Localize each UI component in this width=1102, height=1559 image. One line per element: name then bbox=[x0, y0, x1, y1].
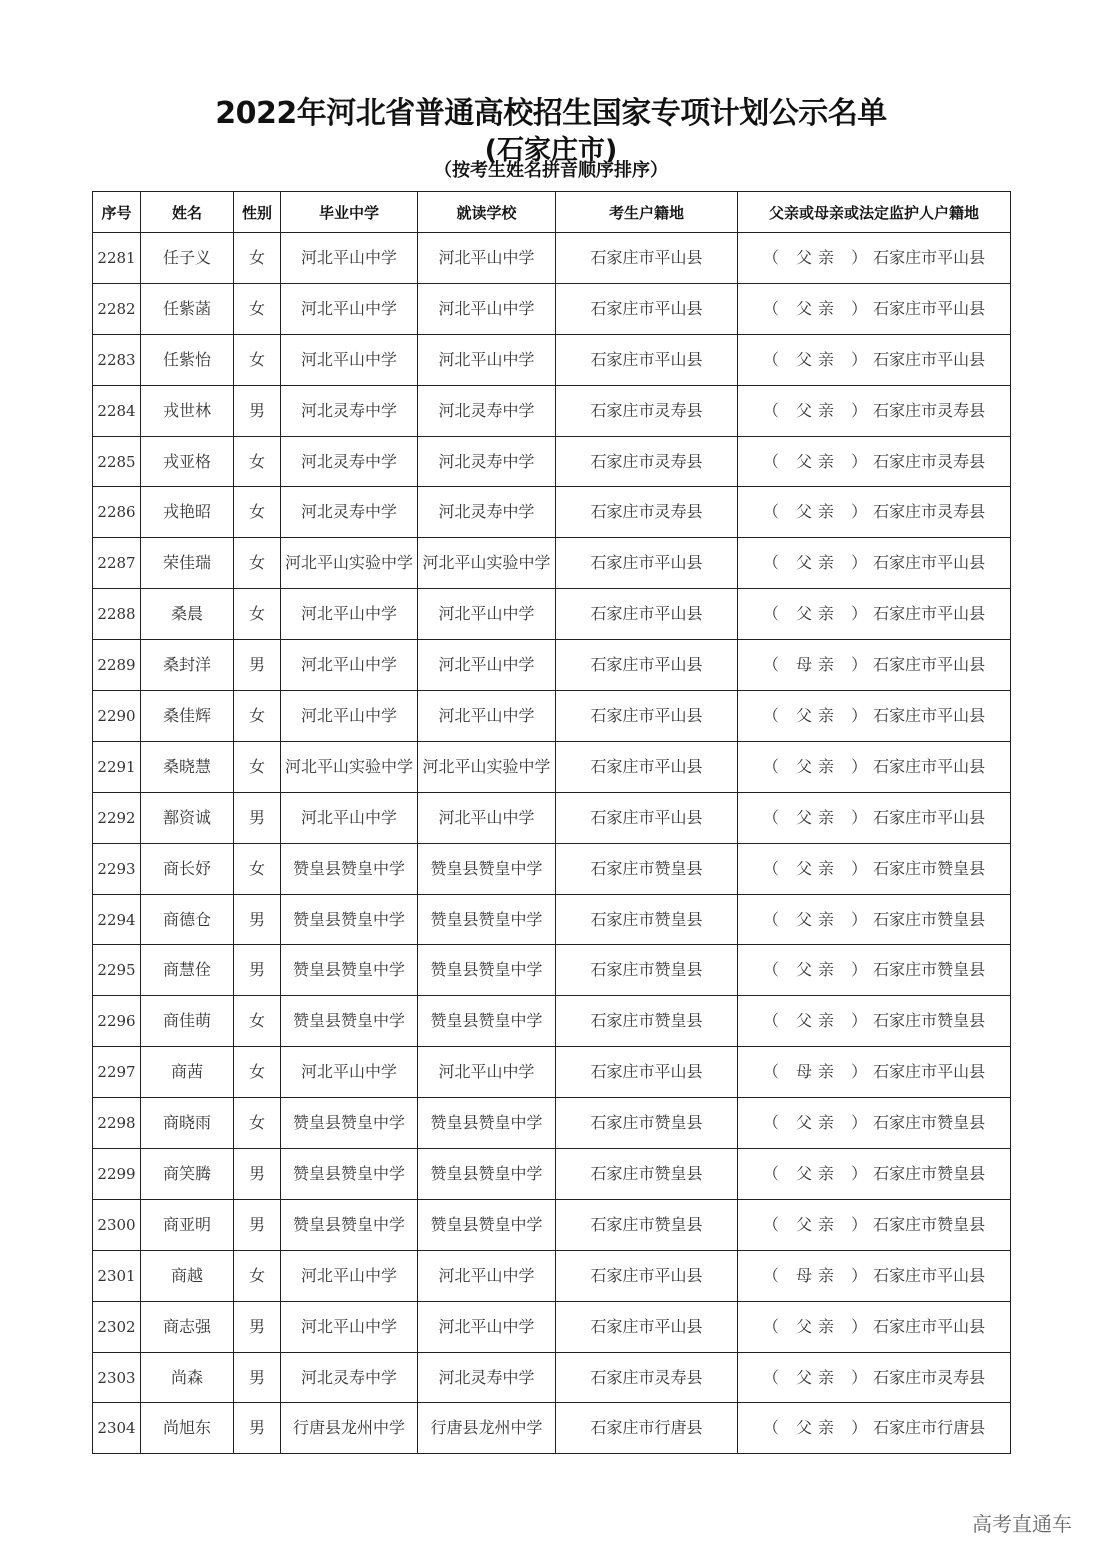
cell-current-school: 赞皇县赞皇中学 bbox=[418, 843, 556, 894]
cell-name: 鄯资诚 bbox=[141, 792, 234, 843]
cell-gender: 女 bbox=[234, 334, 281, 385]
cell-name: 荣佳瑞 bbox=[141, 538, 234, 589]
cell-guardian-registration bbox=[738, 334, 1011, 385]
cell-index: 2300 bbox=[93, 1199, 141, 1250]
guardian-relation: （ 父亲 ） bbox=[762, 756, 874, 776]
cell-current-school: 河北灵寿中学 bbox=[418, 385, 556, 436]
cell-gender: 男 bbox=[234, 945, 281, 996]
cell-household-registration: 石家庄市平山县 bbox=[556, 1047, 738, 1098]
cell-guardian-registration bbox=[738, 589, 1011, 640]
cell-current-school: 河北灵寿中学 bbox=[418, 436, 556, 487]
guardian-relation: （ 父亲 ） bbox=[762, 604, 874, 624]
table-row bbox=[93, 385, 1011, 436]
cell-name: 商笑腾 bbox=[141, 1149, 234, 1200]
table-row bbox=[93, 996, 1011, 1047]
cell-household-registration: 石家庄市平山县 bbox=[556, 741, 738, 792]
cell-household-registration: 石家庄市平山县 bbox=[556, 691, 738, 742]
guardian-relation: （ 父亲 ） bbox=[762, 705, 874, 725]
cell-name: 商德仓 bbox=[141, 894, 234, 945]
guardian-place: 石家庄市灵寿县 bbox=[873, 451, 986, 471]
table-row bbox=[93, 589, 1011, 640]
header-graduated-school: 毕业中学 bbox=[281, 192, 418, 233]
cell-household-registration: 石家庄市赞皇县 bbox=[556, 843, 738, 894]
cell-gender: 女 bbox=[234, 691, 281, 742]
cell-guardian-registration bbox=[738, 1352, 1011, 1403]
cell-current-school: 河北平山中学 bbox=[418, 691, 556, 742]
cell-graduated-school: 河北平山中学 bbox=[281, 1301, 418, 1352]
cell-gender: 女 bbox=[234, 233, 281, 284]
guardian-place: 石家庄市平山县 bbox=[873, 604, 986, 624]
guardian-place: 石家庄市平山县 bbox=[873, 1062, 986, 1082]
guardian-place: 石家庄市平山县 bbox=[873, 705, 986, 725]
cell-guardian-registration bbox=[738, 640, 1011, 691]
cell-name: 戎亚格 bbox=[141, 436, 234, 487]
cell-name: 任子义 bbox=[141, 233, 234, 284]
header-household-registration: 考生户籍地 bbox=[556, 192, 738, 233]
cell-guardian-registration bbox=[738, 1149, 1011, 1200]
guardian-relation: （ 父亲 ） bbox=[762, 349, 874, 369]
cell-gender: 女 bbox=[234, 283, 281, 334]
cell-guardian-registration bbox=[738, 1199, 1011, 1250]
cell-name: 商亚明 bbox=[141, 1199, 234, 1250]
table-row bbox=[93, 1352, 1011, 1403]
guardian-place: 石家庄市平山县 bbox=[873, 553, 986, 573]
cell-household-registration: 石家庄市赞皇县 bbox=[556, 1199, 738, 1250]
cell-current-school: 河北平山实验中学 bbox=[418, 741, 556, 792]
cell-graduated-school: 河北平山中学 bbox=[281, 1250, 418, 1301]
cell-name: 商越 bbox=[141, 1250, 234, 1301]
guardian-relation: （ 父亲 ） bbox=[762, 960, 874, 980]
header-gender: 性别 bbox=[234, 192, 281, 233]
cell-household-registration: 石家庄市行唐县 bbox=[556, 1403, 738, 1454]
cell-gender: 女 bbox=[234, 996, 281, 1047]
table-row bbox=[93, 640, 1011, 691]
table-row bbox=[93, 1149, 1011, 1200]
cell-current-school: 赞皇县赞皇中学 bbox=[418, 894, 556, 945]
cell-gender: 男 bbox=[234, 1403, 281, 1454]
cell-index: 2294 bbox=[93, 894, 141, 945]
cell-gender: 女 bbox=[234, 589, 281, 640]
cell-name: 商长妤 bbox=[141, 843, 234, 894]
table-row bbox=[93, 1301, 1011, 1352]
guardian-relation: （ 父亲 ） bbox=[762, 1214, 874, 1234]
cell-household-registration: 石家庄市平山县 bbox=[556, 589, 738, 640]
table-row bbox=[93, 233, 1011, 284]
cell-current-school: 赞皇县赞皇中学 bbox=[418, 1149, 556, 1200]
cell-graduated-school: 行唐县龙州中学 bbox=[281, 1403, 418, 1454]
cell-gender: 女 bbox=[234, 436, 281, 487]
cell-guardian-registration bbox=[738, 1301, 1011, 1352]
cell-household-registration: 石家庄市平山县 bbox=[556, 640, 738, 691]
cell-name: 桑佳辉 bbox=[141, 691, 234, 742]
guardian-place: 石家庄市灵寿县 bbox=[873, 1367, 986, 1387]
header-guardian-registration: 父亲或母亲或法定监护人户籍地 bbox=[738, 192, 1011, 233]
table-row bbox=[93, 843, 1011, 894]
cell-household-registration: 石家庄市赞皇县 bbox=[556, 945, 738, 996]
cell-current-school: 河北平山中学 bbox=[418, 334, 556, 385]
cell-gender: 女 bbox=[234, 741, 281, 792]
guardian-relation: （ 父亲 ） bbox=[762, 1113, 874, 1133]
guardian-relation: （ 父亲 ） bbox=[762, 858, 874, 878]
cell-index: 2285 bbox=[93, 436, 141, 487]
guardian-relation: （ 父亲 ） bbox=[762, 400, 874, 420]
table-row bbox=[93, 334, 1011, 385]
cell-index: 2301 bbox=[93, 1250, 141, 1301]
table-row bbox=[93, 283, 1011, 334]
cell-name: 商晓雨 bbox=[141, 1098, 234, 1149]
cell-gender: 男 bbox=[234, 894, 281, 945]
guardian-place: 石家庄市灵寿县 bbox=[873, 400, 986, 420]
cell-household-registration: 石家庄市灵寿县 bbox=[556, 436, 738, 487]
guardian-relation: （ 父亲 ） bbox=[762, 553, 874, 573]
cell-name: 桑封洋 bbox=[141, 640, 234, 691]
cell-guardian-registration bbox=[738, 894, 1011, 945]
roster-table bbox=[92, 191, 1011, 1454]
cell-gender: 女 bbox=[234, 538, 281, 589]
cell-guardian-registration bbox=[738, 945, 1011, 996]
watermark: 高考直通车 bbox=[972, 1512, 1072, 1536]
cell-name: 桑晓慧 bbox=[141, 741, 234, 792]
document-title: 2022年河北省普通高校招生国家专项计划公示名单 bbox=[215, 96, 887, 131]
cell-name: 尚森 bbox=[141, 1352, 234, 1403]
table-row bbox=[93, 1098, 1011, 1149]
cell-gender: 男 bbox=[234, 640, 281, 691]
cell-guardian-registration bbox=[738, 385, 1011, 436]
guardian-relation: （ 父亲 ） bbox=[762, 1316, 874, 1336]
cell-current-school: 赞皇县赞皇中学 bbox=[418, 945, 556, 996]
cell-graduated-school: 河北平山中学 bbox=[281, 691, 418, 742]
table-row bbox=[93, 1047, 1011, 1098]
cell-graduated-school: 河北平山中学 bbox=[281, 334, 418, 385]
document-subtitle: (石家庄市) bbox=[484, 135, 618, 166]
guardian-relation: （ 母亲 ） bbox=[762, 655, 874, 675]
cell-guardian-registration bbox=[738, 1098, 1011, 1149]
cell-graduated-school: 河北平山中学 bbox=[281, 283, 418, 334]
cell-current-school: 河北灵寿中学 bbox=[418, 487, 556, 538]
table-row bbox=[93, 487, 1011, 538]
cell-household-registration: 石家庄市平山县 bbox=[556, 1250, 738, 1301]
cell-gender: 女 bbox=[234, 1250, 281, 1301]
cell-current-school: 赞皇县赞皇中学 bbox=[418, 996, 556, 1047]
cell-graduated-school: 赞皇县赞皇中学 bbox=[281, 1149, 418, 1200]
cell-graduated-school: 河北平山中学 bbox=[281, 233, 418, 284]
cell-current-school: 河北平山中学 bbox=[418, 283, 556, 334]
cell-current-school: 河北平山中学 bbox=[418, 792, 556, 843]
guardian-place: 石家庄市赞皇县 bbox=[873, 960, 986, 980]
cell-gender: 男 bbox=[234, 1352, 281, 1403]
cell-index: 2304 bbox=[93, 1403, 141, 1454]
cell-index: 2292 bbox=[93, 792, 141, 843]
cell-guardian-registration bbox=[738, 843, 1011, 894]
cell-graduated-school: 河北灵寿中学 bbox=[281, 487, 418, 538]
guardian-relation: （ 父亲 ） bbox=[762, 1163, 874, 1183]
cell-guardian-registration bbox=[738, 283, 1011, 334]
cell-index: 2299 bbox=[93, 1149, 141, 1200]
cell-index: 2297 bbox=[93, 1047, 141, 1098]
cell-graduated-school: 赞皇县赞皇中学 bbox=[281, 945, 418, 996]
cell-gender: 男 bbox=[234, 792, 281, 843]
guardian-place: 石家庄市赞皇县 bbox=[873, 1214, 986, 1234]
guardian-relation: （ 父亲 ） bbox=[762, 909, 874, 929]
cell-graduated-school: 赞皇县赞皇中学 bbox=[281, 1098, 418, 1149]
cell-gender: 女 bbox=[234, 1047, 281, 1098]
cell-current-school: 赞皇县赞皇中学 bbox=[418, 1098, 556, 1149]
cell-index: 2295 bbox=[93, 945, 141, 996]
cell-graduated-school: 河北平山中学 bbox=[281, 589, 418, 640]
cell-name: 戎艳昭 bbox=[141, 487, 234, 538]
table-row bbox=[93, 1199, 1011, 1250]
cell-household-registration: 石家庄市赞皇县 bbox=[556, 894, 738, 945]
cell-name: 任紫怡 bbox=[141, 334, 234, 385]
cell-household-registration: 石家庄市赞皇县 bbox=[556, 1149, 738, 1200]
table-row bbox=[93, 741, 1011, 792]
guardian-place: 石家庄市行唐县 bbox=[873, 1418, 986, 1438]
cell-current-school: 河北灵寿中学 bbox=[418, 1352, 556, 1403]
cell-household-registration: 石家庄市平山县 bbox=[556, 283, 738, 334]
header-index: 序号 bbox=[93, 192, 141, 233]
guardian-place: 石家庄市平山县 bbox=[873, 807, 986, 827]
cell-graduated-school: 河北平山实验中学 bbox=[281, 538, 418, 589]
cell-gender: 女 bbox=[234, 1098, 281, 1149]
guardian-relation: （ 父亲 ） bbox=[762, 1367, 874, 1387]
cell-gender: 女 bbox=[234, 487, 281, 538]
cell-guardian-registration bbox=[738, 741, 1011, 792]
guardian-place: 石家庄市平山县 bbox=[873, 756, 986, 776]
guardian-place: 石家庄市赞皇县 bbox=[873, 1113, 986, 1133]
cell-current-school: 河北平山中学 bbox=[418, 233, 556, 284]
guardian-place: 石家庄市赞皇县 bbox=[873, 1011, 986, 1031]
cell-household-registration: 石家庄市灵寿县 bbox=[556, 487, 738, 538]
cell-graduated-school: 河北平山中学 bbox=[281, 640, 418, 691]
guardian-relation: （ 父亲 ） bbox=[762, 247, 874, 267]
cell-name: 任紫菡 bbox=[141, 283, 234, 334]
guardian-place: 石家庄市平山县 bbox=[873, 247, 986, 267]
cell-graduated-school: 赞皇县赞皇中学 bbox=[281, 1199, 418, 1250]
cell-guardian-registration bbox=[738, 233, 1011, 284]
cell-index: 2298 bbox=[93, 1098, 141, 1149]
cell-current-school: 河北平山中学 bbox=[418, 589, 556, 640]
table-row bbox=[93, 792, 1011, 843]
guardian-place: 石家庄市平山县 bbox=[873, 298, 986, 318]
cell-index: 2291 bbox=[93, 741, 141, 792]
cell-household-registration: 石家庄市灵寿县 bbox=[556, 385, 738, 436]
table-row bbox=[93, 1403, 1011, 1454]
cell-current-school: 河北平山中学 bbox=[418, 640, 556, 691]
cell-current-school: 河北平山中学 bbox=[418, 1301, 556, 1352]
cell-graduated-school: 河北平山中学 bbox=[281, 792, 418, 843]
cell-index: 2293 bbox=[93, 843, 141, 894]
cell-gender: 男 bbox=[234, 1301, 281, 1352]
cell-index: 2287 bbox=[93, 538, 141, 589]
cell-name: 商慧佺 bbox=[141, 945, 234, 996]
guardian-relation: （ 父亲 ） bbox=[762, 807, 874, 827]
cell-current-school: 行唐县龙州中学 bbox=[418, 1403, 556, 1454]
cell-name: 戎世林 bbox=[141, 385, 234, 436]
cell-index: 2281 bbox=[93, 233, 141, 284]
cell-guardian-registration bbox=[738, 1047, 1011, 1098]
guardian-place: 石家庄市平山县 bbox=[873, 1265, 986, 1285]
header-row bbox=[93, 192, 1011, 233]
cell-guardian-registration bbox=[738, 487, 1011, 538]
cell-household-registration: 石家庄市赞皇县 bbox=[556, 996, 738, 1047]
cell-name: 桑晨 bbox=[141, 589, 234, 640]
cell-household-registration: 石家庄市平山县 bbox=[556, 233, 738, 284]
guardian-relation: （ 父亲 ） bbox=[762, 1418, 874, 1438]
guardian-relation: （ 母亲 ） bbox=[762, 1265, 874, 1285]
guardian-place: 石家庄市赞皇县 bbox=[873, 858, 986, 878]
table-row bbox=[93, 538, 1011, 589]
guardian-relation: （ 父亲 ） bbox=[762, 502, 874, 522]
cell-name: 商佳萌 bbox=[141, 996, 234, 1047]
cell-graduated-school: 赞皇县赞皇中学 bbox=[281, 996, 418, 1047]
guardian-place: 石家庄市灵寿县 bbox=[873, 502, 986, 522]
header-name: 姓名 bbox=[141, 192, 234, 233]
cell-index: 2282 bbox=[93, 283, 141, 334]
guardian-place: 石家庄市平山县 bbox=[873, 1316, 986, 1336]
cell-guardian-registration bbox=[738, 1403, 1011, 1454]
cell-current-school: 赞皇县赞皇中学 bbox=[418, 1199, 556, 1250]
cell-name: 商茜 bbox=[141, 1047, 234, 1098]
cell-index: 2302 bbox=[93, 1301, 141, 1352]
guardian-relation: （ 父亲 ） bbox=[762, 298, 874, 318]
cell-guardian-registration bbox=[738, 996, 1011, 1047]
cell-gender: 女 bbox=[234, 843, 281, 894]
cell-household-registration: 石家庄市灵寿县 bbox=[556, 1352, 738, 1403]
cell-current-school: 河北平山中学 bbox=[418, 1250, 556, 1301]
cell-current-school: 河北平山中学 bbox=[418, 1047, 556, 1098]
guardian-relation: （ 母亲 ） bbox=[762, 1062, 874, 1082]
cell-graduated-school: 河北灵寿中学 bbox=[281, 1352, 418, 1403]
cell-guardian-registration bbox=[738, 1250, 1011, 1301]
cell-graduated-school: 河北灵寿中学 bbox=[281, 385, 418, 436]
table-row bbox=[93, 691, 1011, 742]
cell-household-registration: 石家庄市平山县 bbox=[556, 792, 738, 843]
table-row bbox=[93, 1250, 1011, 1301]
guardian-place: 石家庄市平山县 bbox=[873, 349, 986, 369]
cell-guardian-registration bbox=[738, 538, 1011, 589]
header-current-school: 就读学校 bbox=[418, 192, 556, 233]
cell-household-registration: 石家庄市平山县 bbox=[556, 538, 738, 589]
sort-note: （按考生姓名拼音顺序排序） bbox=[434, 160, 668, 181]
guardian-place: 石家庄市平山县 bbox=[873, 655, 986, 675]
cell-index: 2289 bbox=[93, 640, 141, 691]
guardian-relation: （ 父亲 ） bbox=[762, 1011, 874, 1031]
cell-index: 2290 bbox=[93, 691, 141, 742]
cell-graduated-school: 赞皇县赞皇中学 bbox=[281, 894, 418, 945]
guardian-place: 石家庄市赞皇县 bbox=[873, 909, 986, 929]
guardian-relation: （ 父亲 ） bbox=[762, 451, 874, 471]
cell-guardian-registration bbox=[738, 691, 1011, 742]
cell-guardian-registration bbox=[738, 792, 1011, 843]
cell-graduated-school: 河北灵寿中学 bbox=[281, 436, 418, 487]
table-row bbox=[93, 436, 1011, 487]
cell-household-registration: 石家庄市赞皇县 bbox=[556, 1098, 738, 1149]
cell-name: 尚旭东 bbox=[141, 1403, 234, 1454]
cell-index: 2296 bbox=[93, 996, 141, 1047]
cell-graduated-school: 河北平山实验中学 bbox=[281, 741, 418, 792]
cell-guardian-registration bbox=[738, 436, 1011, 487]
cell-index: 2284 bbox=[93, 385, 141, 436]
cell-current-school: 河北平山实验中学 bbox=[418, 538, 556, 589]
cell-index: 2303 bbox=[93, 1352, 141, 1403]
cell-index: 2288 bbox=[93, 589, 141, 640]
cell-index: 2283 bbox=[93, 334, 141, 385]
cell-graduated-school: 河北平山中学 bbox=[281, 1047, 418, 1098]
cell-name: 商志强 bbox=[141, 1301, 234, 1352]
cell-gender: 男 bbox=[234, 1149, 281, 1200]
cell-gender: 男 bbox=[234, 385, 281, 436]
cell-index: 2286 bbox=[93, 487, 141, 538]
table-row bbox=[93, 945, 1011, 996]
cell-household-registration: 石家庄市平山县 bbox=[556, 334, 738, 385]
table-row bbox=[93, 894, 1011, 945]
guardian-place: 石家庄市赞皇县 bbox=[873, 1163, 986, 1183]
cell-gender: 男 bbox=[234, 1199, 281, 1250]
cell-household-registration: 石家庄市平山县 bbox=[556, 1301, 738, 1352]
cell-graduated-school: 赞皇县赞皇中学 bbox=[281, 843, 418, 894]
